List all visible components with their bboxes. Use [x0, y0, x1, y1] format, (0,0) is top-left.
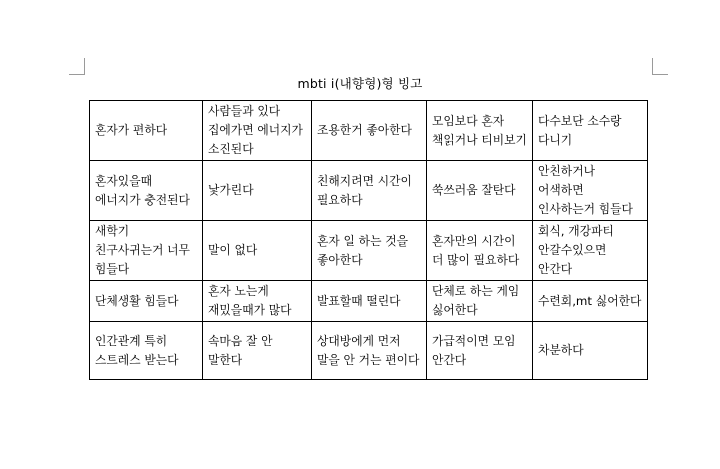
- table-row: [90, 221, 648, 281]
- page-corner-mark-top-left: [69, 58, 85, 75]
- bingo-cell: 속마음 잘 안 말한다: [203, 322, 312, 380]
- bingo-cell: 친해지려면 시간이 필요하다: [312, 161, 427, 221]
- bingo-cell: 안친하거나 어색하면 인사하는거 힘들다: [533, 161, 648, 221]
- bingo-cell: 조용한거 좋아한다: [312, 101, 427, 161]
- bingo-cell: 새학기 친구사귀는거 너무 힘들다: [90, 221, 203, 281]
- bingo-cell: 혼자있을때 에너지가 충전된다: [90, 161, 203, 221]
- table-row: [90, 161, 648, 221]
- bingo-cell: 가급적이면 모임 안간다: [427, 322, 533, 380]
- table-row: [90, 101, 648, 161]
- bingo-table: [89, 100, 648, 380]
- bingo-cell: 혼자 노는게 재밌을때가 많다: [203, 281, 312, 322]
- page-corner-mark-top-right: [652, 58, 668, 75]
- bingo-cell: 단체생활 힘들다: [90, 281, 203, 322]
- bingo-cell: 다수보단 소수랑 다니기: [533, 101, 648, 161]
- bingo-cell: 차분하다: [533, 322, 648, 380]
- bingo-cell: 인간관계 특히 스트레스 받는다: [90, 322, 203, 380]
- bingo-cell: 상대방에게 먼저 말을 안 거는 편이다: [312, 322, 427, 380]
- document-title: mbti i(내향형)형 빙고: [297, 76, 423, 91]
- bingo-cell: 사람들과 있다 집에가면 에너지가 소진된다: [203, 101, 312, 161]
- bingo-cell: 발표할때 떨린다: [312, 281, 427, 322]
- bingo-cell: 말이 없다: [203, 221, 312, 281]
- bingo-cell: 혼자가 편하다: [90, 101, 203, 161]
- bingo-cell: 혼자만의 시간이 더 많이 필요하다: [427, 221, 533, 281]
- bingo-cell: 모임보다 혼자 책읽거나 티비보기: [427, 101, 533, 161]
- bingo-cell: 단체로 하는 게임 싫어한다: [427, 281, 533, 322]
- bingo-cell: 쑥쓰러움 잘탄다: [427, 161, 533, 221]
- bingo-cell: 수련회,mt 싫어한다: [533, 281, 648, 322]
- table-row: [90, 322, 648, 380]
- table-row: [90, 281, 648, 322]
- bingo-cell: 회식, 개강파티 안갈수있으면 안간다: [533, 221, 648, 281]
- bingo-cell: 낯가린다: [203, 161, 312, 221]
- bingo-cell: 혼자 일 하는 것을 좋아한다: [312, 221, 427, 281]
